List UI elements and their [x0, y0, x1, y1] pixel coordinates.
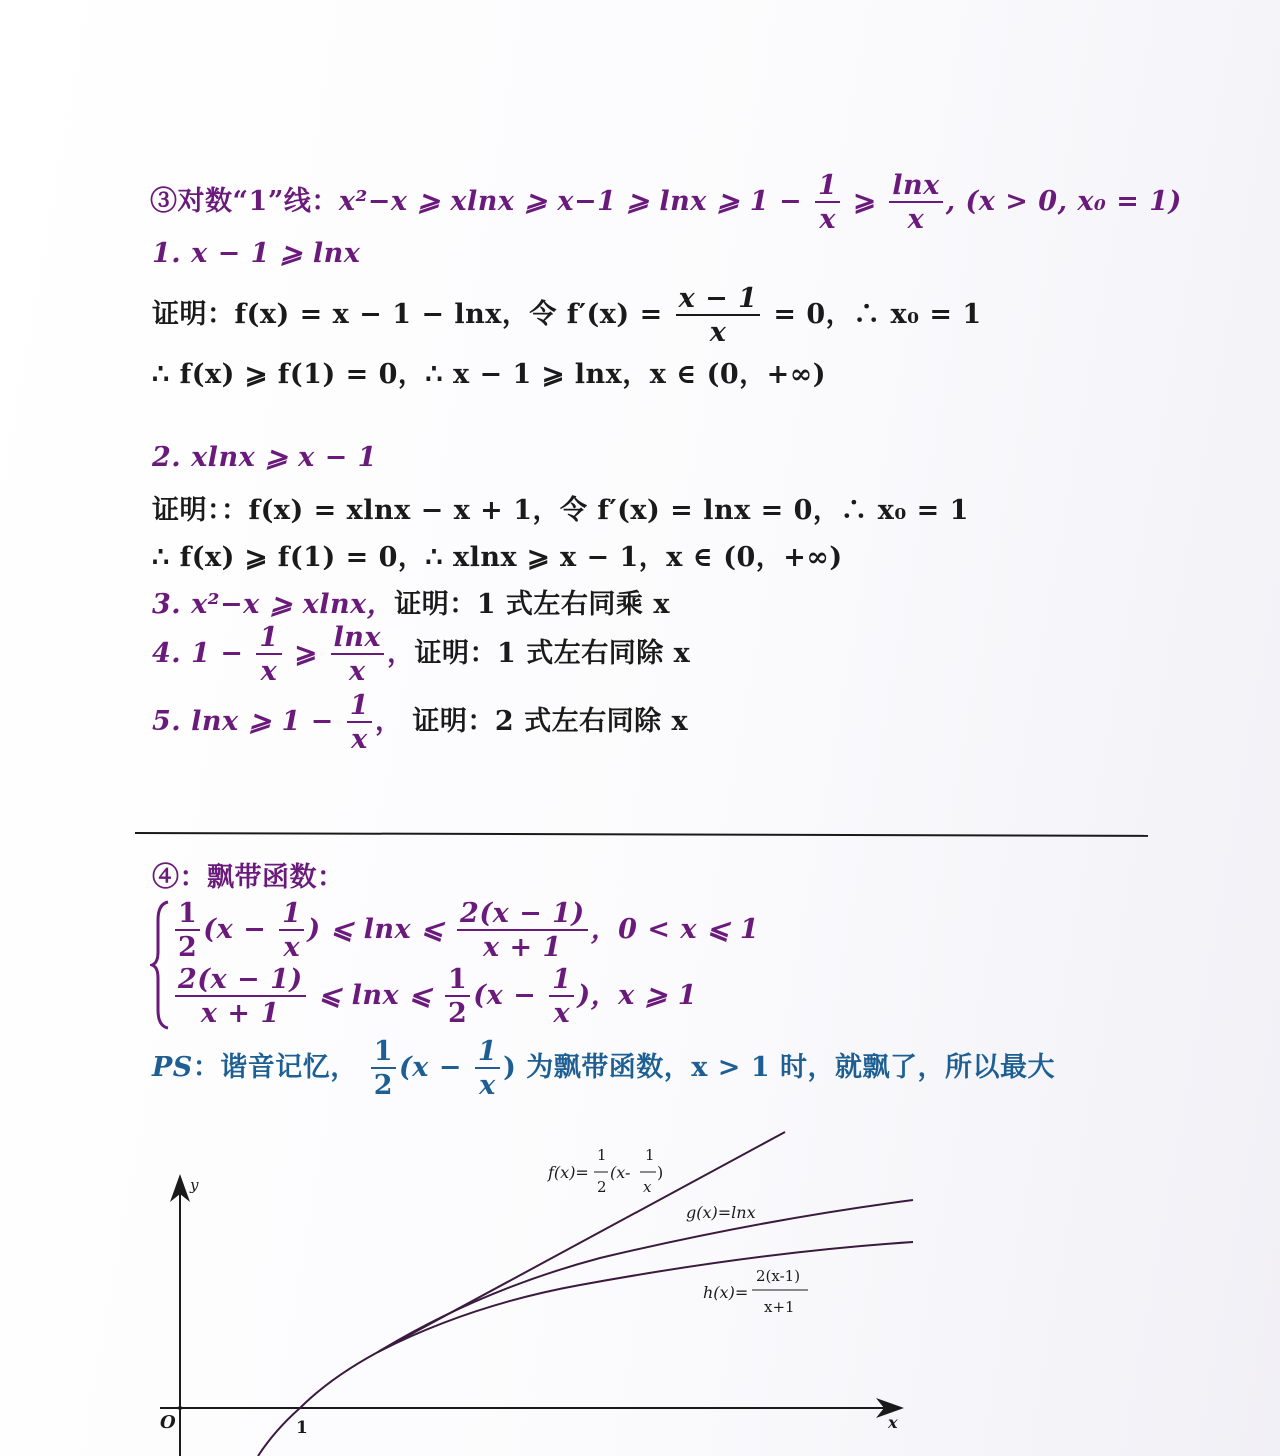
fraction-1-over-x: $\frac{1}{x}$: [815, 172, 840, 233]
section3-heading-chain: x²−x ⩾ xlnx ⩾ x−1 ⩾ lnx ⩾ 1 −: [338, 186, 803, 217]
curve-h: [378, 1242, 913, 1352]
section3-heading-condition: , (x > 0, x₀ = 1): [945, 186, 1182, 217]
fraction-lnx-over-x: $\frac{\ln x}{x}$: [889, 172, 942, 233]
svg-text:x+1: x+1: [764, 1298, 795, 1316]
case2: $\frac{2(x - 1)}{x + 1}$ ⩽ lnx ⩽ $\frac{1}{2}$ (x − $\frac{1}{x}$ )，x ⩾ 1: [172, 966, 697, 1027]
svg-text:(x-: (x-: [610, 1163, 631, 1182]
svg-text:2: 2: [597, 1178, 607, 1196]
case1: $\frac{1}{2}$ (x − $\frac{1}{x}$ ) ⩽ lnx ⩽ $\frac{2(x - 1)}{x + 1}$ ，0 < x ⩽ 1: [172, 900, 759, 961]
y-axis-label: y: [190, 1176, 199, 1194]
left-brace-icon: [150, 900, 172, 1030]
item1-title: 1. x − 1 ⩾ lnx: [152, 238, 361, 269]
item1-proof-line1: 证明：f(x) = x − 1 − lnx，令 f′(x) = $\frac{x - 1}{x}$ = 0，∴ x₀ = 1: [152, 283, 982, 348]
section4-heading: ④：飘带函数：: [152, 862, 345, 893]
item4: 4. 1 − $\frac{1}{x}$ ⩾ $\frac{\ln x}{x}$ ，证明：1 式左右同除 x: [152, 622, 691, 687]
curve-g: [378, 1200, 913, 1352]
item3-title: 3. x²−x ⩾ xlnx，: [152, 589, 395, 620]
item4-proof: 证明：1 式左右同除 x: [414, 638, 691, 669]
f-label: f(x)=: [548, 1163, 589, 1182]
tick-label-1: 1: [296, 1418, 308, 1438]
origin-label: O: [160, 1412, 176, 1433]
item3: [152, 582, 670, 621]
svg-text:x: x: [643, 1178, 652, 1196]
section3-heading-label: ③对数“1”线：: [150, 186, 339, 217]
g-label: g(x)=lnx: [686, 1203, 756, 1222]
ps-label: PS: [152, 1052, 193, 1083]
item2-proof-line2: ∴ f(x) ⩾ f(1) = 0，∴ xlnx ⩾ x − 1，x ∈ (0，+∞): [152, 542, 843, 573]
h-label: h(x)=: [703, 1283, 749, 1302]
svg-text:): ): [657, 1163, 664, 1182]
svg-text:1: 1: [597, 1146, 607, 1164]
item3-proof: 证明：1 式左右同乘 x: [394, 589, 670, 620]
svg-text:2(x-1): 2(x-1): [756, 1267, 801, 1285]
function-graph: [0, 1120, 1280, 1456]
svg-text:1: 1: [645, 1146, 655, 1164]
item5: 5. lnx ⩾ 1 − $\frac{1}{x}$ ， 证明：2 式左右同除 x: [152, 690, 689, 755]
item2-title: 2. xlnx ⩾ x − 1: [152, 442, 377, 473]
x-axis-label: x: [888, 1413, 898, 1432]
item2-proof-line1: 证明：：f(x) = xlnx − x + 1，令 f′(x) = lnx = 0，∴ x₀ = 1: [152, 495, 969, 526]
ps-note: PS：谐音记忆， $\frac{1}{2}$ (x − $\frac{1}{x}$ ) 为飘带函数，x > 1 时，就飘了，所以最大: [152, 1036, 1056, 1101]
item1-proof-line2: ∴ f(x) ⩾ f(1) = 0，∴ x − 1 ⩾ lnx，x ∈ (0，+∞): [152, 359, 827, 390]
item5-proof: 证明：2 式左右同除 x: [412, 706, 689, 737]
section-divider: [135, 832, 1148, 837]
section3-heading: ③对数“1”线：x²−x ⩾ xlnx ⩾ x−1 ⩾ lnx ⩾ 1 − $\frac{1}{x}$ ⩾ $\frac{\ln x}{x}$ , (x > 0, x₀ = 1): [150, 170, 1182, 235]
